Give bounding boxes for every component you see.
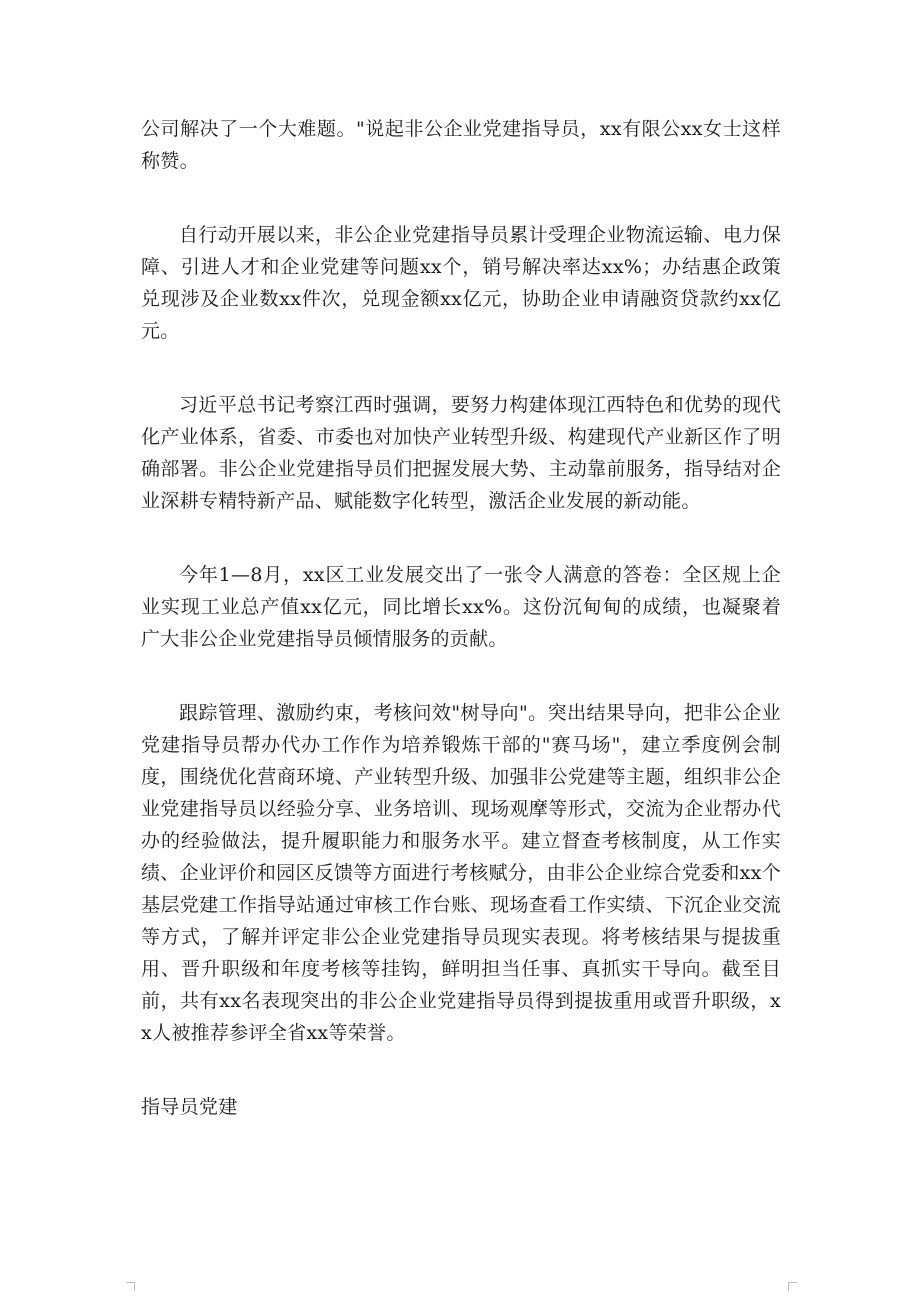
paragraph-gap <box>141 655 781 697</box>
paragraph-results: 自行动开展以来，非公企业党建指导员累计受理企业物流运输、电力保障、引进人才和企业党建等问题xx个，销号解决率达xx%；办结惠企政策兑现涉及企业数xx件次，兑现金额xx亿元，协助企业申请融资贷款约xx亿元。 <box>141 224 781 342</box>
tag-label: 指导员党建 <box>141 1096 238 1118</box>
paragraph-gap <box>141 347 781 389</box>
paragraph-industry: 习近平总书记考察江西时强调，要努力构建体现江西特色和优势的现代化产业体系，省委、市委也对加快产业转型升级、构建现代产业新区作了明确部署。非公企业党建指导员们把握发展大势、主动靠前服务，指导结对企业深耕专精特新产品、赋能数字化转型，激活企业发展的新动能。 <box>141 394 781 512</box>
paragraph-continuation: 公司解决了一个大难题。"说起非公企业党建指导员，xx有限公xx女士这样称赞。 <box>141 118 781 172</box>
paragraph-assessment: 跟踪管理、激励约束，考核问效"树导向"。突出结果导向，把非公企业党建指导员帮办代办工作作为培养锻炼干部的"赛马场"，建立季度例会制度，围绕优化营商环境、产业转型升级、加强非公党建等主题，组织非公企业党建指导员以经验分享、业务培训、现场观摩等形式，交流为企业帮办代办的经验做法，提升履职能力和服务水平。建立督查考核制度，从工作实绩、企业评价和园区反馈等方面进行考核赋分，由非公企业综合党委和xx个基层党建工作指导站通过审核工作台账、现场查看工作实绩、下沉企业交流等方式，了解并评定非公企业党建指导员现实表现。将考核结果与提拔重用、晋升职级和年度考核等挂钩，鲜明担当任事、真抓实干导向。截至目前，共有xx名表现突出的非公企业党建指导员得到提拔重用或晋升职级，xx人被推荐参评全省xx等荣誉。 <box>141 702 781 1044</box>
paragraph-gap <box>141 1049 781 1091</box>
crop-mark-bottom-right <box>788 1282 797 1291</box>
crop-mark-bottom-left <box>126 1282 135 1291</box>
paragraph-gap <box>141 177 781 219</box>
paragraph-gap <box>141 517 781 559</box>
paragraph-output: 今年1—8月，xx区工业发展交出了一张令人满意的答卷：全区规上企业实现工业总产值xx亿元，同比增长xx%。这份沉甸甸的成绩，也凝聚着广大非公企业党建指导员倾情服务的贡献。 <box>141 564 781 650</box>
document-body <box>141 113 781 1123</box>
